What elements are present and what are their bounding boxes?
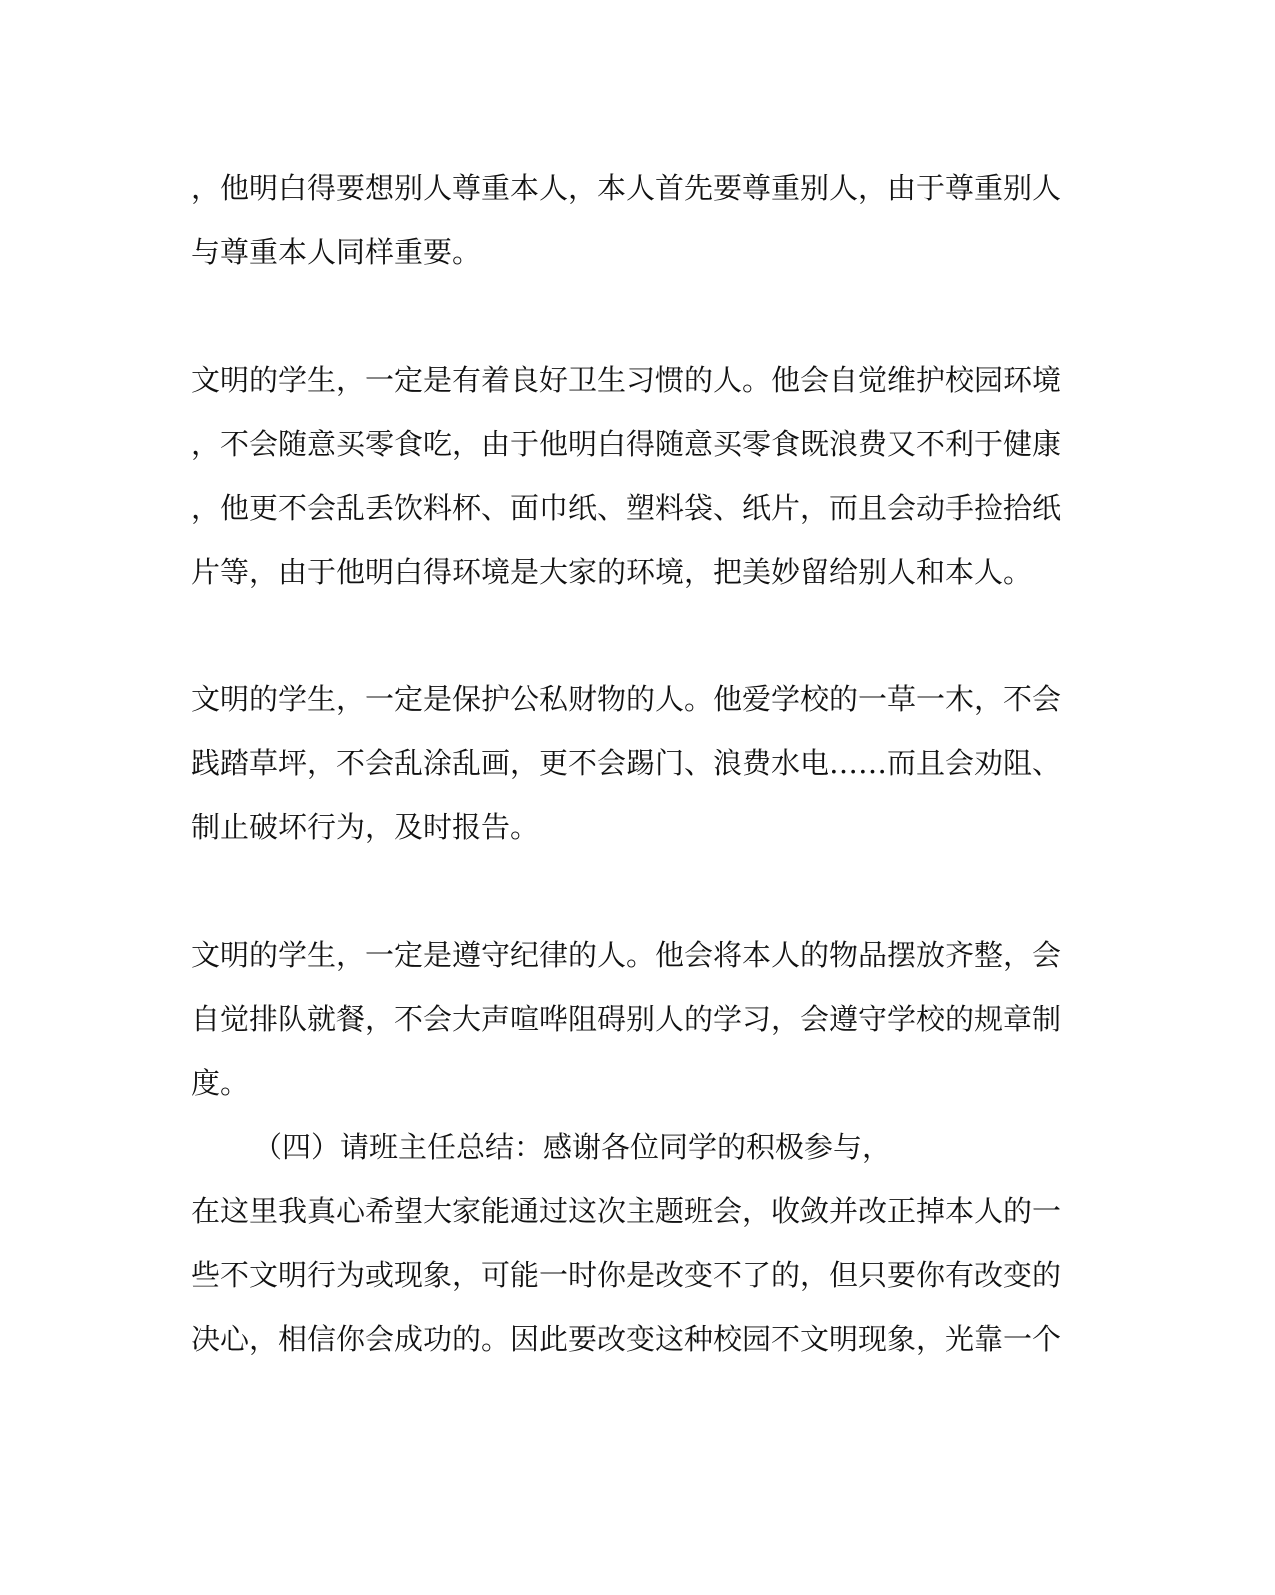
- text-line: 文明的学生，一定是有着良好卫生习惯的人。他会自觉维护校园环境: [191, 363, 1062, 397]
- text-line: 在这里我真心希望大家能通过这次主题班会，收敛并改正掉本人的一: [191, 1194, 1062, 1228]
- text-line: （四）请班主任总结：感谢各位同学的积极参与，: [253, 1130, 892, 1164]
- text-line: 决心，相信你会成功的。因此要改变这种校园不文明现象，光靠一个: [191, 1322, 1062, 1356]
- text-line: 制止破坏行为，及时报告。: [191, 810, 540, 844]
- text-line: 文明的学生，一定是保护公私财物的人。他爱学校的一草一木，不会: [191, 682, 1062, 716]
- text-line: ，他明白得要想别人尊重本人，本人首先要尊重别人，由于尊重别人: [191, 171, 1062, 205]
- text-line: ，不会随意买零食吃，由于他明白得随意买零食既浪费又不利于健康: [191, 427, 1062, 461]
- text-line: ，他更不会乱丢饮料杯、面巾纸、塑料袋、纸片，而且会动手捡拾纸: [191, 491, 1062, 525]
- text-line: 与尊重本人同样重要。: [191, 235, 482, 269]
- text-line: 文明的学生，一定是遵守纪律的人。他会将本人的物品摆放齐整，会: [191, 938, 1062, 972]
- text-line: 些不文明行为或现象，可能一时你是改变不了的，但只要你有改变的: [191, 1258, 1062, 1292]
- text-line: 自觉排队就餐，不会大声喧哗阻碍别人的学习，会遵守学校的规章制: [191, 1002, 1062, 1036]
- text-line: 践踏草坪，不会乱涂乱画，更不会踢门、浪费水电……而且会劝阻、: [191, 746, 1062, 780]
- text-line: 度。: [191, 1066, 250, 1100]
- text-line: 片等，由于他明白得环境是大家的环境，把美妙留给别人和本人。: [191, 555, 1033, 589]
